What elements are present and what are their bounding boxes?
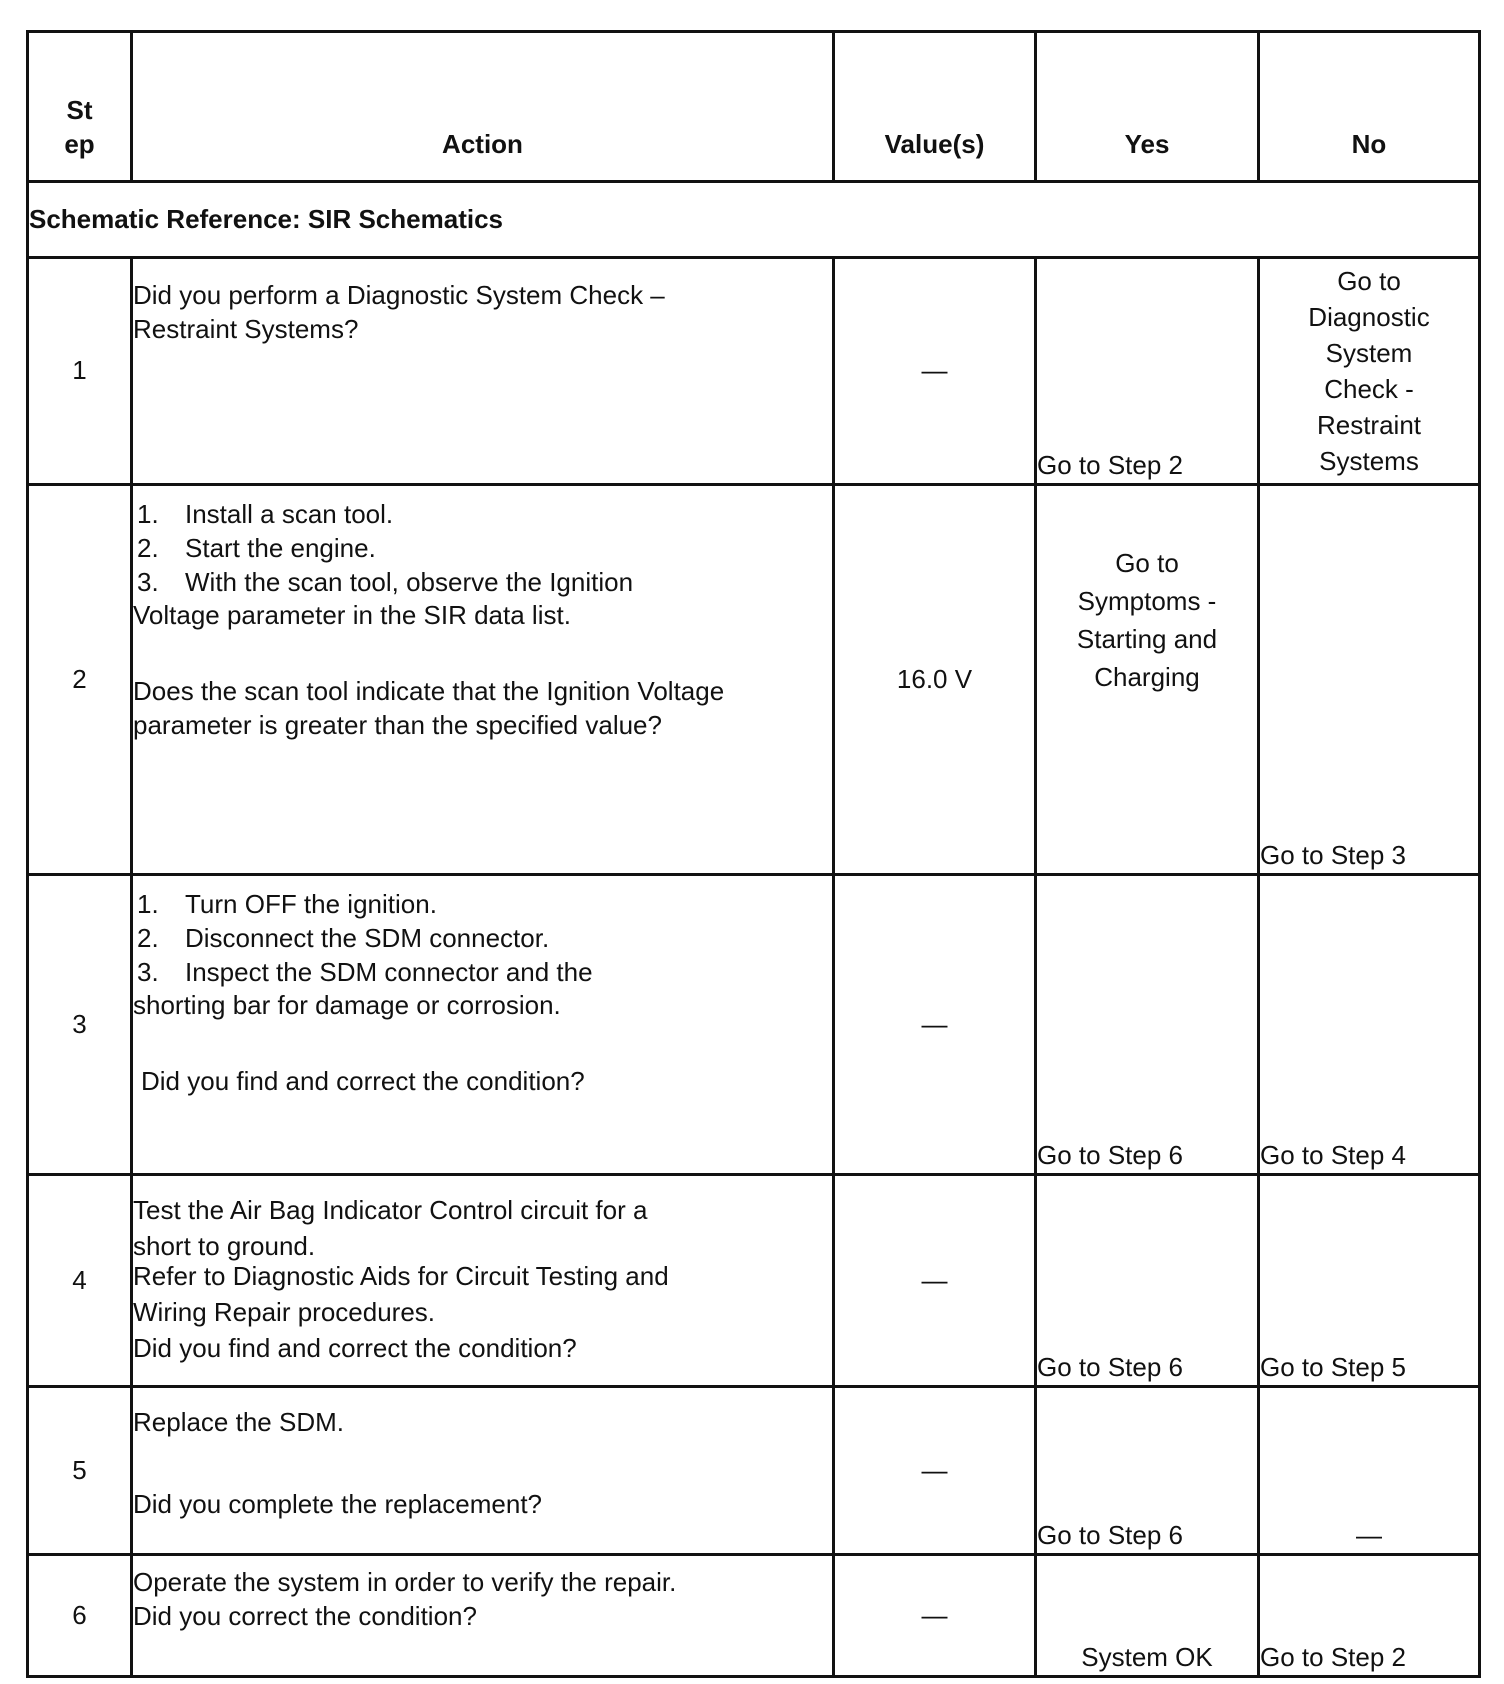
action-question: Did you complete the replacement?	[133, 1488, 543, 1519]
yes-link[interactable]: Go to Symptoms - Starting and Charging	[1076, 547, 1218, 692]
value-cell: —	[834, 258, 1036, 485]
list-item: 1. Turn OFF the ignition.	[137, 889, 437, 919]
schematic-reference: Schematic Reference: SIR Schematics	[28, 182, 1480, 258]
action-cell	[132, 258, 834, 485]
action-text: Replace the SDM.	[133, 1407, 344, 1437]
value-cell: —	[834, 1555, 1036, 1677]
action-continuation: Voltage parameter in the SIR data list.	[133, 600, 571, 631]
no-cell[interactable]: Go to Step 5	[1259, 1175, 1480, 1387]
action-question: Did you correct the condition?	[133, 1600, 477, 1631]
table-row	[28, 1387, 1480, 1555]
list-item: 2. Start the engine.	[137, 532, 376, 563]
action-cell	[132, 875, 834, 1175]
header-yes: Yes	[1036, 32, 1259, 182]
value-cell: —	[834, 1175, 1036, 1387]
table-row	[28, 1555, 1480, 1677]
action-steps	[133, 498, 832, 599]
action-text: Test the Air Bag Indicator Control circuit for a short to ground.	[133, 1195, 648, 1261]
yes-cell: Go to Step 2	[1036, 258, 1259, 485]
action-continuation: shorting bar for damage or corrosion.	[133, 990, 561, 1021]
value-cell: —	[834, 1387, 1036, 1555]
action-steps	[133, 888, 832, 989]
step-number: 3	[28, 875, 132, 1175]
no-cell: —	[1259, 1387, 1480, 1555]
table-row	[28, 485, 1480, 875]
action-cell	[132, 1175, 834, 1387]
header-step: St ep	[28, 32, 132, 182]
value-cell: 16.0 V	[834, 485, 1036, 875]
header-values: Value(s)	[834, 32, 1036, 182]
header-action: Action	[132, 32, 834, 182]
step-number: 4	[28, 1175, 132, 1387]
no-cell: Go to Step 3	[1259, 485, 1480, 875]
header-no: No	[1259, 32, 1480, 182]
action-question: Did you find and correct the condition?	[141, 1066, 585, 1097]
schematic-reference-row	[28, 182, 1480, 258]
no-cell[interactable]: Go to Step 4	[1259, 875, 1480, 1175]
list-item: 2. Disconnect the SDM connector.	[137, 922, 550, 953]
table-row	[28, 875, 1480, 1175]
list-item: 3. With the scan tool, observe the Ignition	[137, 566, 634, 597]
header-row	[28, 32, 1480, 182]
action-cell	[132, 1555, 834, 1677]
no-cell	[1259, 258, 1480, 485]
yes-cell[interactable]: Go to Step 6	[1036, 1387, 1259, 1555]
list-item: 3. Inspect the SDM connector and the	[137, 956, 593, 987]
action-cell	[132, 485, 834, 875]
action-refer: Refer to Diagnostic Aids for Circuit Testing and Wiring Repair procedures.	[133, 1261, 669, 1327]
table-row	[28, 258, 1480, 485]
value-cell: —	[834, 875, 1036, 1175]
yes-cell: System OK	[1036, 1555, 1259, 1677]
yes-cell[interactable]: Go to Step 6	[1036, 1175, 1259, 1387]
no-link[interactable]: Go to Diagnostic System Check - Restraint Systems	[1308, 266, 1430, 476]
action-cell	[132, 1387, 834, 1555]
step-number: 1	[28, 258, 132, 485]
action-text: Did you perform a Diagnostic System Check – Restraint Systems?	[133, 280, 665, 344]
yes-cell[interactable]: Go to Step 6	[1036, 875, 1259, 1175]
step-number: 2	[28, 485, 132, 875]
table-row	[28, 1175, 1480, 1387]
list-item: 1. Install a scan tool.	[137, 499, 394, 529]
action-question: Does the scan tool indicate that the Ignition Voltage parameter is greater than the specified value?	[133, 676, 725, 740]
no-cell[interactable]: Go to Step 2	[1259, 1555, 1480, 1677]
yes-cell	[1036, 485, 1259, 875]
action-text: Operate the system in order to verify the repair.	[133, 1567, 677, 1597]
step-number: 5	[28, 1387, 132, 1555]
step-number: 6	[28, 1555, 132, 1677]
action-question: Did you find and correct the condition?	[133, 1333, 577, 1363]
diagnostic-table	[26, 30, 1481, 1678]
